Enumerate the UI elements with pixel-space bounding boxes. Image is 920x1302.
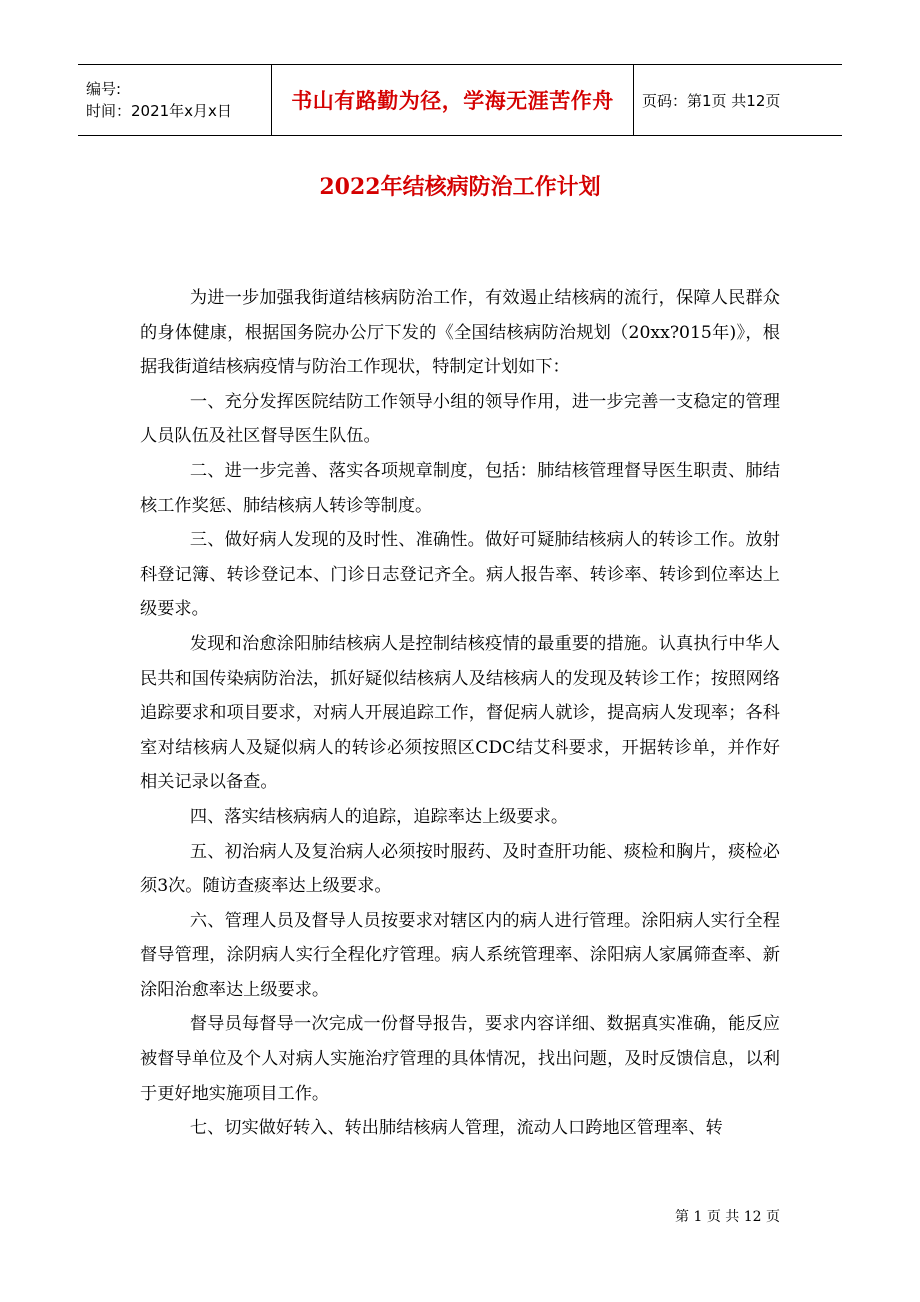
paragraph: 六、管理人员及督导人员按要求对辖区内的病人进行管理。涂阳病人实行全程督导管理，涂阴病人实行全程化疗管理。病人系统管理率、涂阳病人家属筛查率、新涂阳治愈率达上级要求。: [140, 910, 780, 1000]
document-title: 2022年结核病防治工作计划: [319, 174, 601, 200]
paragraph: 三、做好病人发现的及时性、准确性。做好可疑肺结核病人的转诊工作。放射科登记簿、转诊登记本、门诊日志登记齐全。病人报告率、转诊率、转诊到位率达上级要求。: [140, 530, 780, 620]
paragraph: 一、充分发挥医院结防工作领导小组的领导作用，进一步完善一支稳定的管理人员队伍及社区督导医生队伍。: [140, 391, 780, 447]
paragraph: 五、初治病人及复治病人必须按时服药、及时查肝功能、痰检和胸片，痰检必须3次。随访查痰率达上级要求。: [140, 841, 780, 897]
page-footer: 第 1 页 共 12 页: [675, 1209, 780, 1225]
document-body: [140, 281, 780, 1146]
serial-number-label: 编号:: [86, 80, 122, 98]
header-page-number: 页码：第1页 共12页: [642, 91, 781, 110]
paragraph: 为进一步加强我街道结核病防治工作，有效遏止结核病的流行，保障人民群众的身体健康，根据国务院办公厅下发的《全国结核病防治规划（20xx?015年)》，根据我街道结核病疫情与防治工作现状，特制定计划如下：: [140, 288, 780, 378]
paragraph: 二、进一步完善、落实各项规章制度，包括：肺结核管理督导医生职责、肺结核工作奖惩、肺结核病人转诊等制度。: [140, 460, 780, 516]
paragraph: 督导员每督导一次完成一份督导报告，要求内容详细、数据真实准确，能反应被督导单位及个人对病人实施治疗管理的具体情况，找出问题，及时反馈信息，以利于更好地实施项目工作。: [140, 1014, 780, 1104]
header-motto: 书山有路勤为径，学海无涯苦作舟: [272, 65, 634, 135]
paragraph: 七、切实做好转入、转出肺结核病人管理，流动人口跨地区管理率、转: [189, 1118, 723, 1139]
page-header: [78, 64, 842, 136]
date-label: 时间：2021年x月x日: [86, 102, 232, 120]
header-meta: [78, 65, 272, 135]
paragraph: 发现和治愈涂阳肺结核病人是控制结核疫情的最重要的措施。认真执行中华人民共和国传染病防治法，抓好疑似结核病人及结核病人的发现及转诊工作；按照网络追踪要求和项目要求，对病人开展追踪工作，督促病人就诊，提高病人发现率；各科室对结核病人及疑似病人的转诊必须按照区CDC结艾科要求，开据转诊单，并作好相关记录以备查。: [140, 633, 780, 793]
paragraph: 四、落实结核病病人的追踪，追踪率达上级要求。: [189, 806, 569, 827]
